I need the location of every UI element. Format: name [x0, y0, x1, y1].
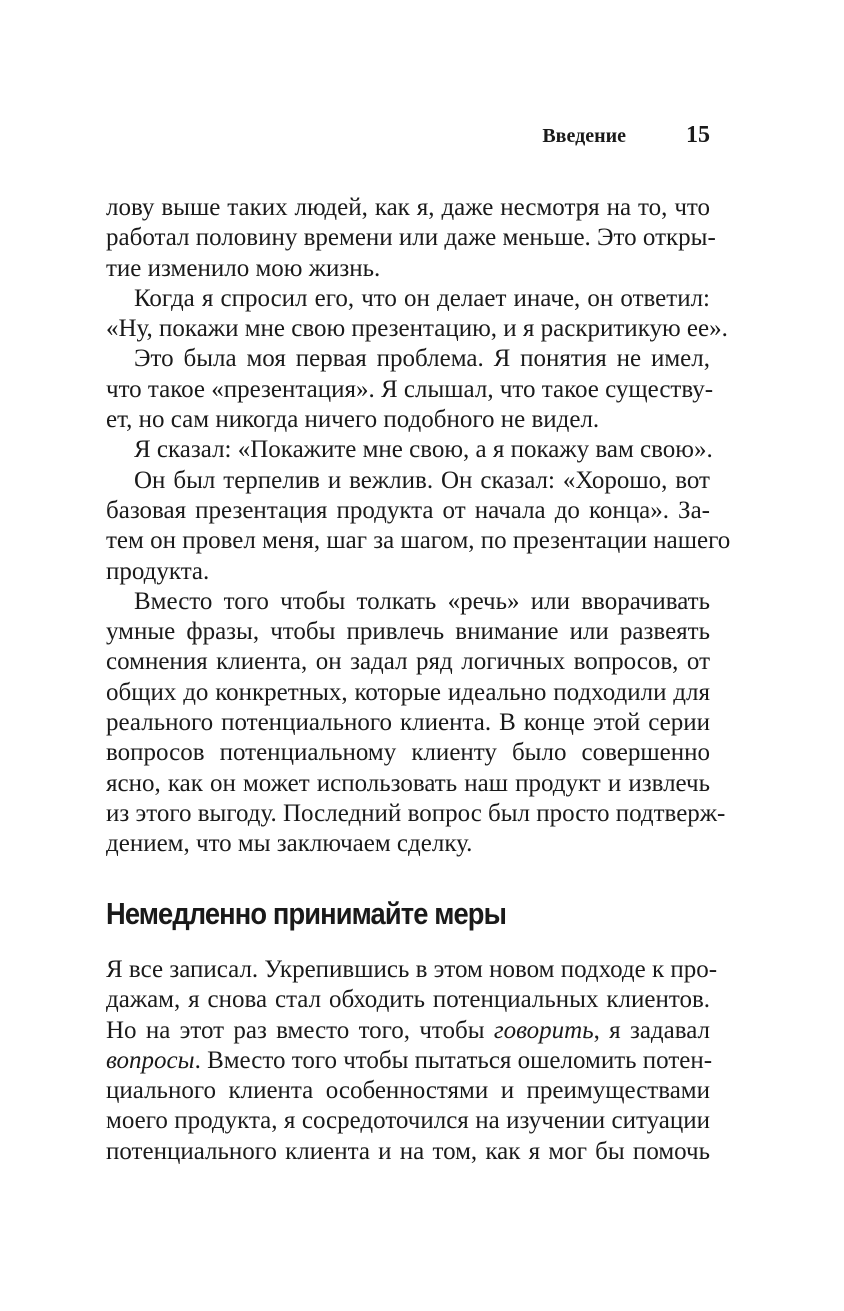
- text-line: Но на этот раз вместо того, чтобы говорить, я задавал: [106, 1016, 710, 1044]
- text-line: потенциального клиента и на том, как я мог бы помочь: [106, 1137, 710, 1165]
- text-line: Вместо того чтобы толкать «речь» или вворачивать: [134, 587, 710, 615]
- text-line: общих до конкретных, которые идеально подходили для: [106, 678, 710, 706]
- text-line: дением, что мы заключаем сделку.: [106, 830, 473, 858]
- text-line: Когда я спросил его, что он делает иначе, он ответил:: [134, 284, 710, 312]
- text-line: вопросы. Вместо того чтобы пытаться ошеломить потен-: [106, 1046, 713, 1074]
- text-line: «Ну, покажи мне свою презентацию, и я раскритикую ее».: [106, 315, 728, 343]
- section-heading: Немедленно принимайте меры: [106, 896, 506, 931]
- text-line: работал половину времени или даже меньше. Это откры-: [106, 224, 716, 252]
- text-line: лову выше таких людей, как я, даже несмотря на то, что: [106, 194, 710, 221]
- text-line: из этого выгоду. Последний вопрос был просто подтверж-: [106, 799, 726, 827]
- emphasis: вопросы: [106, 1046, 195, 1074]
- text-line: умные фразы, чтобы привлечь внимание или развеять: [106, 618, 710, 646]
- text-line: моего продукта, я сосредоточился на изучении ситуации: [106, 1107, 710, 1135]
- text-line: вопросов потенциальному клиенту было совершенно: [106, 739, 710, 767]
- text-line: Я сказал: «Покажите мне свою, а я покажу вам свою».: [134, 436, 713, 464]
- text-line: тем он провел меня, шаг за шагом, по презентации нашего: [106, 527, 731, 555]
- body-text-top: [106, 193, 731, 860]
- running-header: [106, 122, 710, 149]
- body-text-bottom: [106, 955, 718, 1167]
- text-line: Он был терпелив и вежлив. Он сказал: «Хорошо, вот: [134, 466, 710, 494]
- text-line: циального клиента особенностями и преимуществами: [106, 1077, 710, 1105]
- text-line: что такое «презентация». Я слышал, что такое существу-: [106, 375, 714, 403]
- text-line: ет, но сам никогда ничего подобного не видел.: [106, 406, 600, 434]
- text-line: продукта.: [106, 557, 210, 585]
- text-line: дажам, я снова стал обходить потенциальных клиентов.: [106, 986, 710, 1014]
- text-line: ясно, как он может использовать наш продукт и извлечь: [106, 769, 710, 797]
- text-line: тие изменило мою жизнь.: [106, 254, 381, 282]
- text-line: реального потенциального клиента. В конце этой серии: [106, 709, 710, 737]
- emphasis: говорить: [493, 1016, 594, 1044]
- text-line: сомнения клиента, он задал ряд логичных вопросов, от: [106, 648, 710, 676]
- text-line: базовая презентация продукта от начала до конца». За-: [106, 496, 710, 524]
- text-line: Это была моя первая проблема. Я понятия не имел,: [134, 345, 710, 373]
- running-title: Введение: [542, 125, 626, 147]
- text-line: Я все записал. Укрепившись в этом новом подходе к про-: [106, 956, 718, 983]
- page-number: 15: [686, 122, 710, 148]
